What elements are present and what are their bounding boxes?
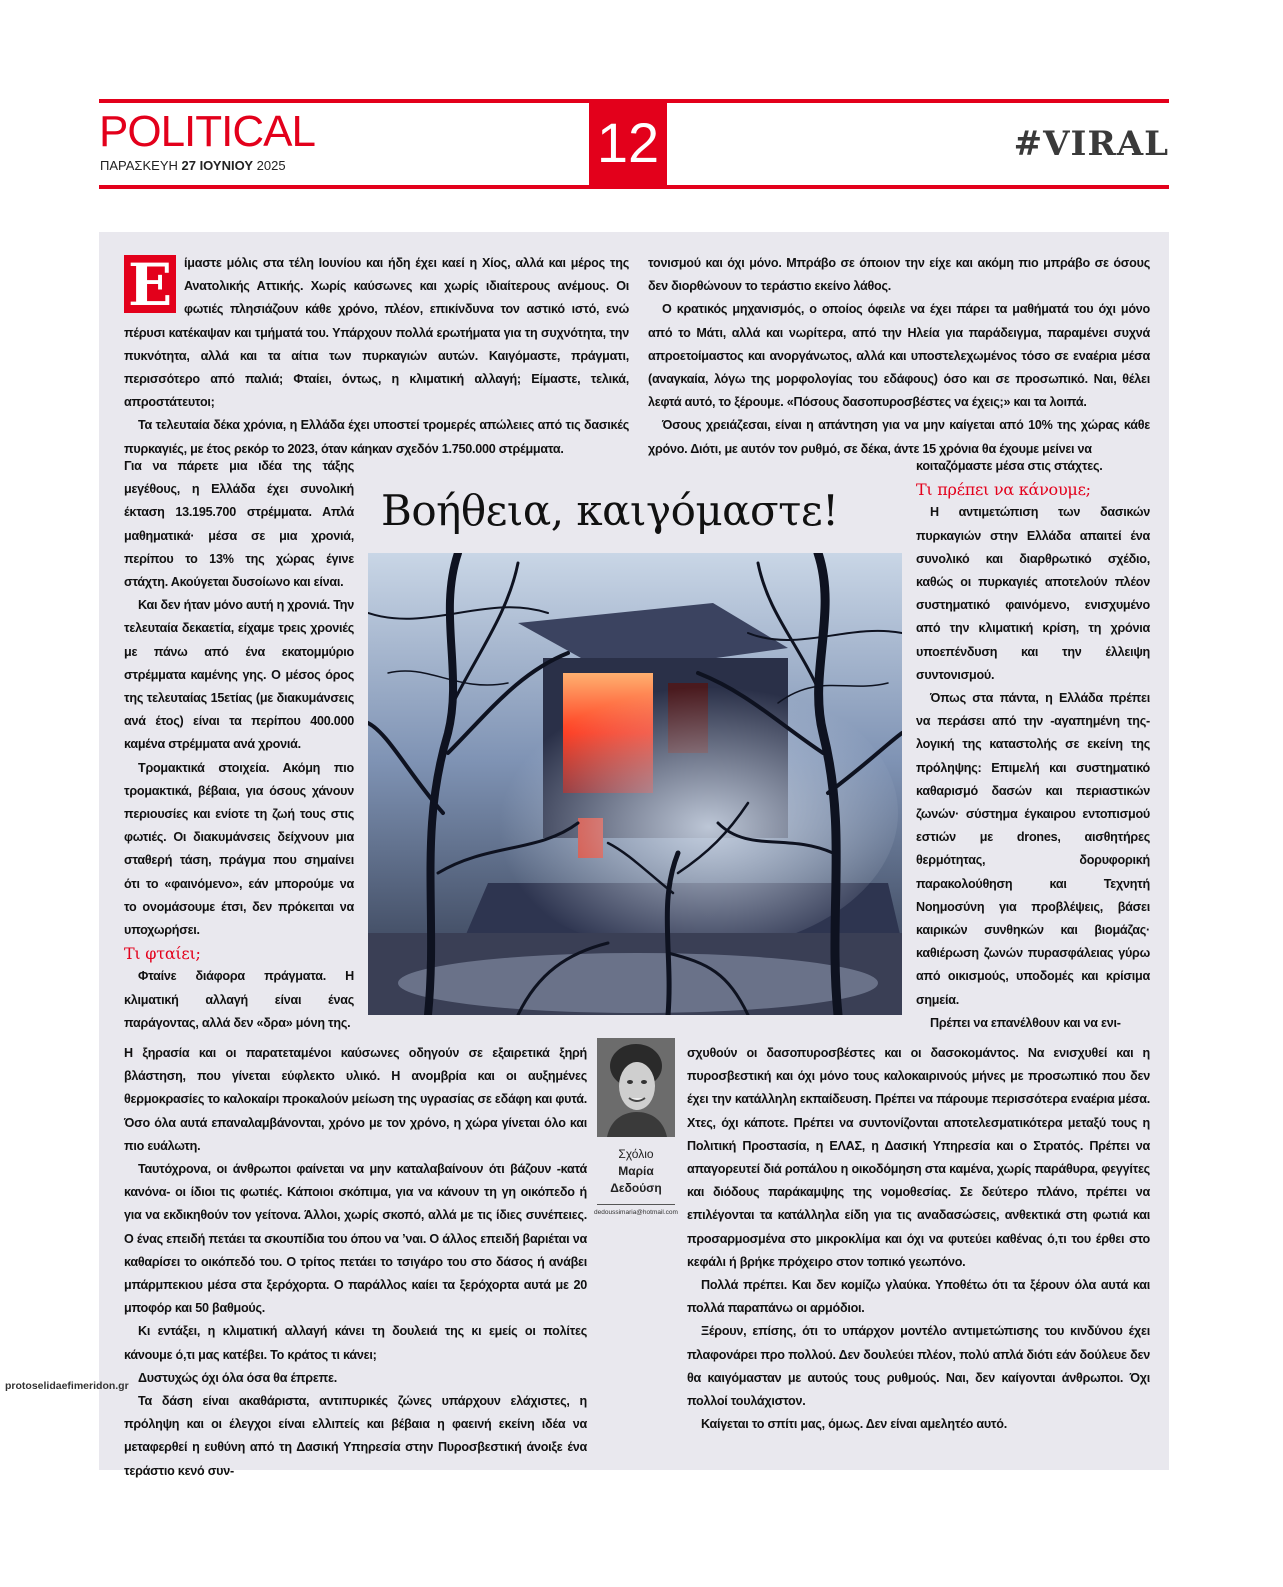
paragraph: Φταίνε διάφορα πράγματα. Η κλιματική αλλαγή είναι ένας παράγοντας, αλλά δεν «δρα» μόνη της. (124, 969, 354, 1030)
author-last-name: Δεδούση (610, 1181, 662, 1195)
paragraph: Ο κρατικός μηχανισμός, ο οποίος όφειλε να έχει πάρει τα μαθήματά του όχι μόνο από το Μάτι, αλλά και νωρίτερα, από την Ηλεία για παράδειγμα, παραμένει συχνά απροετοίμαστος και ανοργάνωτος, αλλά και υποστελεχωμένος τόσο σε εναέρια μέσα (αναγκαία, λόγω της μορφολογίας του εδάφους) όσο και σε προσωπικό. Ναι, θέλει λεφτά αυτό, το ξέρουμε. «Πόσους δασοπυροσβέστες να έχεις;» και τα λοιπά. (648, 302, 1150, 410)
paragraph: Όπως στα πάντα, η Ελλάδα πρέπει να περάσει από την -αγαπημένη της- λογική της καταστολής σε εκείνη της πρόληψης: Επιμελή και συστηματικό καθαρισμό δασών και περιαστικών ζωνών· σύστημα έγκαιρου εντοπισμού εστιών με drones, αισθητήρες θερμότητας, δορυφορική παρακολούθηση και Τεχνητή Νοημοσύνη για προβλέψεις, βάσει καιρικών συνθηκών και βιομάζας· καθιέρωση ζωνών πυρασφάλειας γύρω από οικισμούς, υποδομές και κρίσιμα σημεία. (916, 691, 1150, 1007)
column-2-lower (687, 1042, 1150, 1436)
paragraph: Τα δάση είναι ακαθάριστα, αντιπυρικές ζώνες υπάρχουν ελάχιστες, η πρόληψη και οι έλεγχοι είναι ελλιπείς και βέβαια η φαεινή εκείνη ιδέα να μεταφερθεί η ευθύνη από τη Δασική Υπηρεσία στην Πυροσβεστική άνοιξε ένα τεράστιο κενό συν- (124, 1394, 587, 1478)
paragraph: Κι εντάξει, η κλιματική αλλαγή κάνει τη δουλειά της κι εμείς οι πολίτες κάνουμε ό,τι μας κατέβει. Το κράτος τι κάνει; (124, 1324, 587, 1362)
paragraph: τονισμού και όχι μόνο. Μπράβο σε όποιον την είχε και ακόμη πιο μπράβο σε όσους δεν διορθώνουν το τεράστιο εκείνο λάθος. (648, 256, 1150, 294)
dateline (100, 158, 286, 173)
article-headline: Βοήθεια, καιγόμαστε! (381, 486, 839, 535)
paragraph: σχυθούν οι δασοπυροσβέστες και οι δασοκομάντος. Να ενισχυθεί και η πυροσβεστική και όχι μόνο τους καλοκαιρινούς μήνες με προσωπικό που δεν έχει την κατάλληλη εκπαίδευση. Πρέπει να πάρουμε περισσότερα εναέρια μέσα. Χτες, όχι κάποτε. Πρέπει να συντονίζονται αποτελεσματικότερα μεταξύ τους η Πολιτική Προστασία, η ΕΛΑΣ, η Δασική Υπηρεσία και ο Στρατός. Πρέπει να απαγορευτεί διά ροπάλου η οικοδόμηση στα καμένα, χωρίς παράθυρα, φεγγίτες και διόδους παράκαμψης της νομοθεσίας. Σε δεύτερο πλάνο, πρέπει να επιλέγονται τα κατάλληλα είδη για τις αναδασώσεις, ανθεκτικά στη φωτιά και προσαρμοσμένα στο μικροκλίμα και όχι να φυτεύει καθένας ό,τι του έρθει στο κεφάλι ή βρήκε πρόχειρο στον τοπικό γεωπόνο. (687, 1046, 1150, 1269)
paragraph: Πολλά πρέπει. Και δεν κομίζω γλαύκα. Υποθέτω ότι τα ξέρουν όλα αυτά και πολλά παραπάνω οι αρμόδιοι. (687, 1278, 1150, 1316)
paragraph: Η ξηρασία και οι παρατεταμένοι καύσωνες οδηγούν σε εξαιρετικά ξηρή βλάστηση, που γίνεται εύφλεκτο υλικό. Η ανομβρία και οι αυξημένες θερμοκρασίες το καλοκαίρι προκαλούν μείωση της υγρασίας σε εδάφη και φυτά. Όσο όλα αυτά επαναλαμβάνονται, χρόνο με τον χρόνο, η χώρα γίνεται όλο και πιο ευάλωτη. (124, 1046, 587, 1153)
paragraph: Τρομακτικά στοιχεία. Ακόμη πιο τρομακτικά, βέβαια, για όσους χάνουν περιουσίες και ενίοτε τη ζωή τους στις φωτιές. Οι διακυμάνσεις δείχνουν μια σταθερή τάση, πράγμα που σημαίνει ότι το «φαινόμενο», εάν μπορούμε να το ονομάσουμε έτσι, δεν πρόκειται να υποχωρήσει. (124, 760, 354, 938)
author-box (597, 1146, 675, 1197)
column-1-top (124, 252, 629, 461)
author-portrait-image (597, 1038, 675, 1137)
column-3-narrow (916, 455, 1150, 1035)
column-2-top (648, 252, 1150, 461)
subheading: Τι φταίει; (124, 944, 201, 964)
paragraph: Για να πάρετε μια ιδέα της τάξης μεγέθους, η Ελλάδα έχει συνολική έκταση 13.195.700 στρέμματα. Απλά μαθηματικά· μέσα σε μια χρονιά, περίπου το 13% της χώρας έγινε στάχτη. Ακούγεται δυσοίωνο και είναι. (124, 459, 354, 590)
column-1-lower (124, 1042, 587, 1483)
section-label: #VIRAL (1013, 124, 1169, 164)
paragraph: Ξέρουν, επίσης, ότι το υπάρχον μοντέλο αντιμετώπισης του κινδύνου έχει πλαφονάρει προ πολλού. Δεν δουλεύει πλέον, πολύ απλά διότι εάν δούλευε δεν θα καιγόμασταν με αυτούς τους ρυθμούς. Ναι, δεν καίγονται άνθρωποι. Όχι πολλοί τουλάχιστον. (687, 1324, 1150, 1409)
date-main: 27 ΙΟΥΝΙΟΥ (181, 158, 254, 173)
paragraph: Πρέπει να επανέλθουν και να ενι- (930, 1015, 1121, 1030)
paragraph: Και δεν ήταν μόνο αυτή η χρονιά. Την τελευταία δεκαετία, είχαμε τρεις χρονιές με πάνω από ένα εκατομμύριο στρέμματα καμένης γης. Ο μέσος όρος της τελευταίας 15ετίας (με διακυμάνσεις ανά έτος) είναι τα περίπου 400.000 καμένα στρέμματα ανά χρονιά. (124, 598, 354, 752)
intro-paragraph: ίμαστε μόλις στα τέλη Ιουνίου και ήδη έχει καεί η Χίος, αλλά και μέρος της Ανατολικής Αττικής. Χωρίς καύσωνες και χωρίς ιδιαίτερους ανέμους. Οι φωτιές πλησιάζουν κάθε χρόνο, πλέον, επικίνδυνα τον αστικό ιστό, ενώ πέρυσι κατέκαψαν και τμήματά του. Υπάρχουν πολλά ερωτήματα για τη συχνότητα, την πυκνότητα, αλλά και τα αίτια των πυρκαγιών αυτών. Καιγόμαστε, πράγματι, περισσότερο από παλιά; Φταίει, όντως, η κλιματική αλλαγή; Είμαστε, τελικά, απροστάτευτοι; (124, 256, 629, 410)
paragraph: Η αντιμετώπιση των δασικών πυρκαγιών στην Ελλάδα απαιτεί ένα συνολικό και διαρθρωτικό σχέδιο, καθώς οι πυρκαγιές αποτελούν πλέον συστηματικό φαινόμενο, ενισχυμένο από την κλιματική κρίση, τη χρόνια υποεπένδυση και την έλλειψη συντονισμού. (916, 505, 1150, 682)
paragraph: Καίγεται το σπίτι μας, όμως. Δεν είναι αμελητέο αυτό. (701, 1417, 1007, 1432)
paragraph: Δυστυχώς όχι όλα όσα θα έπρεπε. (138, 1370, 337, 1385)
fire-photo (368, 553, 902, 1015)
source-watermark: protoselidaefimeridon.gr (5, 1380, 129, 1392)
author-first-name: Μαρία (618, 1164, 654, 1178)
burning-house-image (368, 553, 902, 1015)
subheading: Τι πρέπει να κάνουμε; (916, 480, 1091, 500)
paragraph: Ταυτόχρονα, οι άνθρωποι φαίνεται να μην καταλαβαίνουν ότι βάζουν -κατά κανόνα- οι ίδιοι τις φωτιές. Κάποιοι σκόπιμα, για να κάνουν τη γη οικόπεδο ή για να εκδικηθούν τον γείτονα. Άλλοι, χωρίς σκοπό, αλλά με τις ίδιες συνέπειες. Ο ένας επειδή πετάει τα σκουπίδια του όπου να ’ναι. Ο άλλος επειδή βαριέται να καθαρίσει το οικόπεδό του. Ο τρίτος πετάει το τσιγάρο του στο δάσος ή ανάβει μπάρμπεκιου μέσα στα ξερόχορτα. Ο παράλλος καίει τα ξερόχορτα αυτά με 20 μποφόρ και 50 βαθμούς. (124, 1162, 587, 1316)
page-number: 12 (589, 101, 667, 189)
author-email: dedoussimaria@hotmail.com (594, 1209, 678, 1216)
paragraph: Τα τελευταία δέκα χρόνια, η Ελλάδα έχει υποστεί τρομερές απώλειες από τις δασικές πυρκαγιές, με έτος ρεκόρ το 2023, όταν κάηκαν σχεδόν 1.750.000 στρέμματα. (124, 418, 629, 456)
paragraph: κοιταζόμαστε μέσα στις στάχτες. (916, 459, 1103, 473)
author-role: Σχόλιο (618, 1147, 654, 1161)
column-1-narrow (124, 455, 354, 1035)
paragraph: Όσους χρειάζεσαι, είναι η απάντηση για να μην καίγεται από 10% της χώρας κάθε χρόνο. Διότι, με αυτόν τον ρυθμό, σε δέκα, άντε 15 χρόνια θα έχουμε μείνει να (648, 418, 1150, 456)
dropcap: Ε (124, 255, 176, 313)
author-divider (597, 1204, 675, 1205)
author-photo (597, 1038, 675, 1137)
date-year: 2025 (256, 158, 286, 173)
newspaper-logo: POLITICAL (99, 107, 315, 156)
date-day: ΠΑΡΑΣΚΕΥΗ (100, 158, 178, 173)
